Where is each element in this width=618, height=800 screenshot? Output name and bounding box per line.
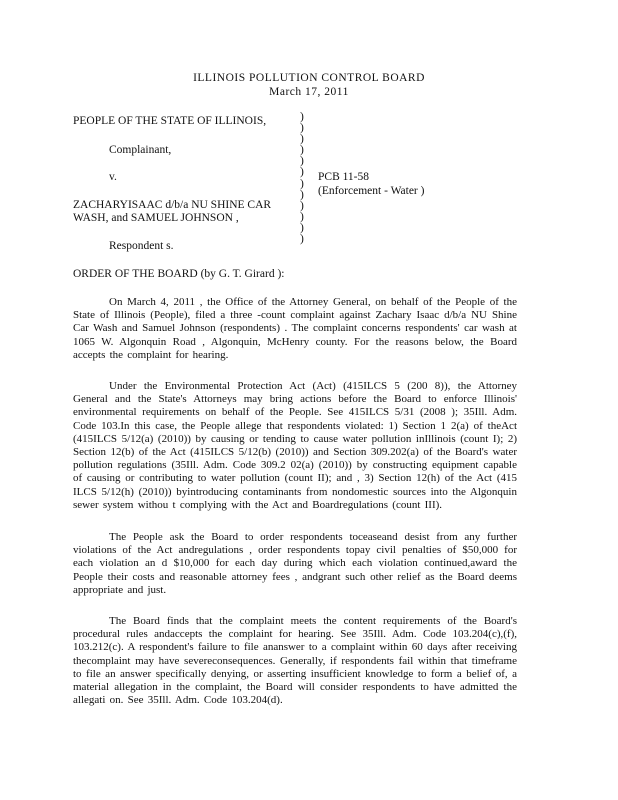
caption-paren: ) (300, 177, 304, 190)
paragraph-3: The People ask the Board to order respondents toceaseand desist from any further violations of the Act andregulations , order respondents topay civil penalties of $50,000 for each violation an d $10,000 for each day during which each violation continued,award the People their costs and reasonable attorney fees , andgrant such other relief as the Board deems appropriate and just. (73, 531, 517, 596)
caption-respondents: Respondent s. (109, 240, 174, 252)
caption-paren: ) (300, 111, 304, 123)
caption-paren: ) (300, 221, 304, 234)
caption-paren-column (300, 112, 310, 245)
caption-complainant: Complainant, (109, 144, 172, 156)
caption-respondent-line-1: ZACHARYISAAC d/b/a NU SHINE CAR (73, 199, 272, 211)
paragraph-1: On March 4, 2011 , the Office of the Attorney General, on behalf of the People of the State of Illinois (People), filed a three -count complaint against Zachary Isaac d/b/a NU Shine Car Wash and Samuel Johnson (respondents) . The complaint concerns respondents' car wash at 1065 W. Algonquin Road , Algonquin, McHenry county. For the reasons below, the Board accepts the complaint for hearing. (73, 296, 517, 361)
caption-paren: ) (300, 155, 304, 168)
case-type: (Enforcement - Water ) (318, 185, 425, 197)
paragraph-2: Under the Environmental Protection Act (Act) (415ILCS 5 (200 8)), the Attorney General and the State's Attorneys may bring actions before the Board to enforce Illinois' environmental requirements on behalf of the People. See 415ILCS 5/31 (2008 ); 35Ill. Adm. Code 103.In this case, the People allege that respondents violated: 1) Section 1 2(a) of theAct (415ILCS 5/12(a) (2010)) by causing or tending to cause water pollution inIllinois (count I); 2) Section 12(b) of the Act (415ILCS 5/12(b) (2010)) and Section 309.202(a) of the Board's water pollution regulations (35Ill. Adm. Code 309.2 02(a) (2010)) by constructing equipment capable of causing or contributing to water pollution (count II); and , 3) Section 12(h) of the Act (415 ILCS 5/12(h) (2010)) byintroducing contaminants from nondomestic sources into the Algonquin sewer system withou t complying with the Act and Boardregulations (count III). (73, 380, 517, 511)
caption-paren: ) (300, 144, 304, 157)
board-title: ILLINOIS POLLUTION CONTROL BOARD (193, 72, 425, 84)
caption-paren: ) (300, 210, 304, 223)
caption-paren: ) (300, 166, 304, 179)
caption-paren: ) (300, 233, 304, 246)
paragraph-4: The Board finds that the complaint meets the content requirements of the Board's procedural rules andaccepts the complaint for hearing. See 35Ill. Adm. Code 103.204(c),(f), 103.212(c). A respondent's failure to file ananswer to a complaint within 60 days after receiving thecomplaint may have severeconsequences. Generally, if respondents fail within that timeframe to file an answer specifically denying, or asserting insufficient knowledge to form a belief of, a material allegation in the complaint, the Board will consider respondents to have admitted the allegati on. See 35Ill. Adm. Code 103.204(d). (73, 615, 517, 707)
caption-paren: ) (300, 199, 304, 212)
order-date: March 17, 2011 (269, 86, 349, 98)
case-number: PCB 11-58 (318, 171, 370, 183)
caption-respondent-line-2: WASH, and SAMUEL JOHNSON , (73, 212, 239, 224)
caption-paren: ) (300, 133, 304, 146)
caption-versus: v. (109, 171, 117, 183)
caption-people: PEOPLE OF THE STATE OF ILLINOIS, (73, 115, 267, 127)
caption-paren: ) (300, 122, 304, 135)
caption-paren: ) (300, 188, 304, 201)
order-heading: ORDER OF THE BOARD (by G. T. Girard ): (73, 268, 285, 280)
